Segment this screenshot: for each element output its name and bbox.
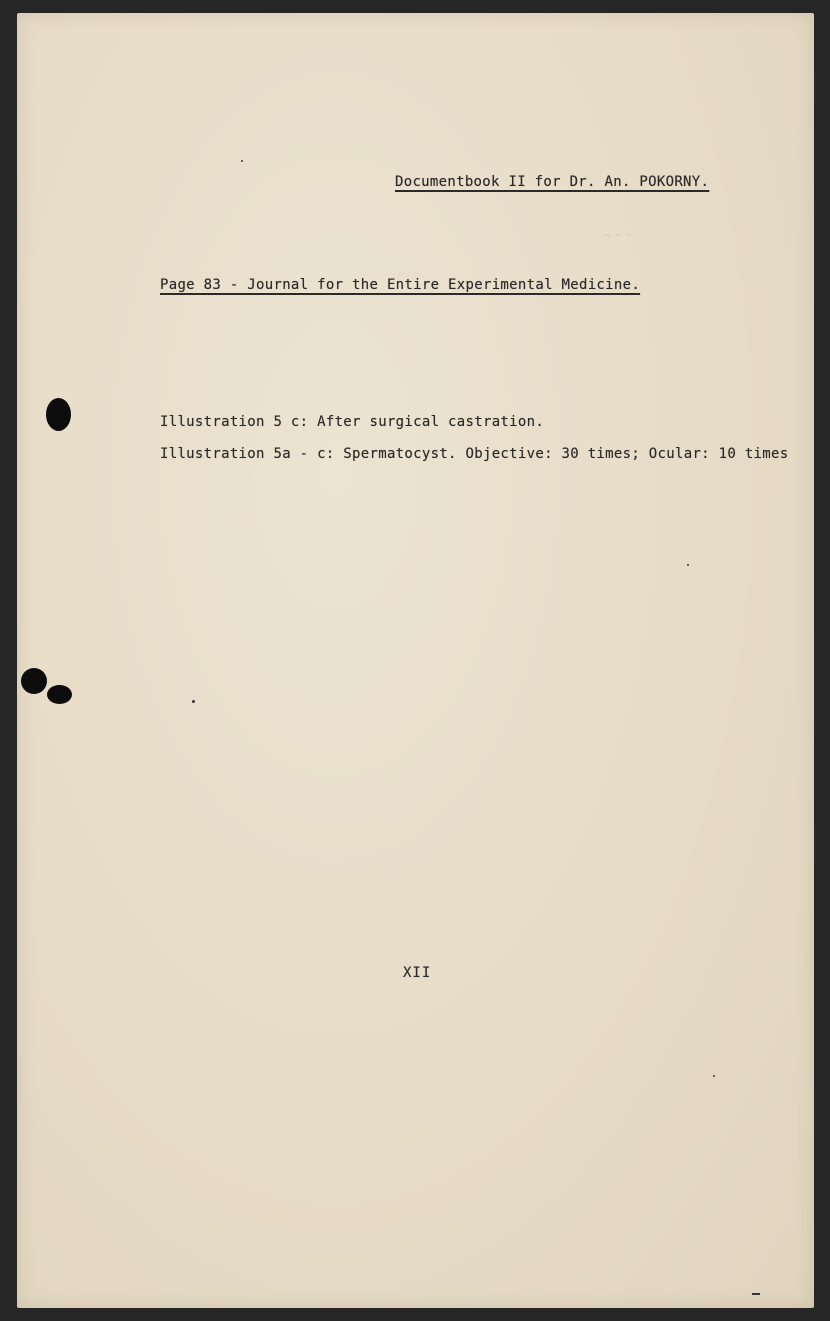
punch-hole bbox=[47, 685, 72, 704]
illustration-caption-1: Illustration 5 c: After surgical castration. bbox=[160, 414, 545, 430]
paper-speck bbox=[241, 160, 243, 162]
faint-stamp: ~ ~ ~ bbox=[605, 231, 633, 241]
page-marker: XII bbox=[403, 965, 432, 981]
illustration-caption-2: Illustration 5a - c: Spermatocyst. Objective: 30 times; Ocular: 10 times bbox=[160, 446, 789, 462]
paper-sheet bbox=[17, 13, 814, 1308]
journal-title: Page 83 - Journal for the Entire Experimental Medicine. bbox=[160, 277, 641, 293]
punch-hole bbox=[46, 398, 71, 431]
paper-speck bbox=[687, 564, 689, 566]
paper-speck bbox=[713, 1075, 715, 1077]
punch-hole bbox=[21, 668, 47, 694]
edge-mark bbox=[752, 1293, 760, 1295]
paper-speck bbox=[192, 700, 195, 703]
document-header: Documentbook II for Dr. An. POKORNY. bbox=[395, 174, 710, 190]
